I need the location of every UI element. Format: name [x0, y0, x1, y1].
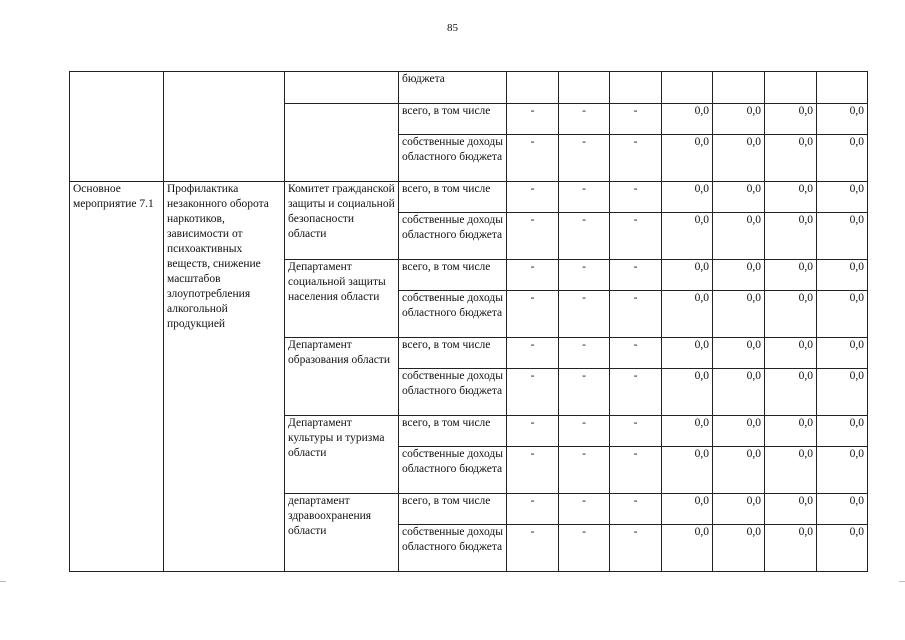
- amount-cell: 0,0: [817, 104, 868, 135]
- budget-table: [69, 71, 868, 572]
- funding-source-cell: всего, в том числе: [399, 182, 507, 213]
- amount-cell: 0,0: [765, 494, 817, 525]
- amount-cell: 0,0: [662, 494, 713, 525]
- amount-cell: -: [610, 260, 662, 291]
- amount-cell: -: [559, 525, 610, 572]
- amount-cell: [610, 72, 662, 104]
- amount-cell: 0,0: [662, 213, 713, 260]
- amount-cell: 0,0: [765, 416, 817, 447]
- amount-cell: -: [610, 213, 662, 260]
- department-cell: Департамент социальной защиты населения области: [285, 260, 399, 338]
- amount-cell: -: [610, 494, 662, 525]
- amount-cell: 0,0: [662, 525, 713, 572]
- funding-source-cell: всего, в том числе: [399, 104, 507, 135]
- amount-cell: 0,0: [662, 291, 713, 338]
- amount-cell: -: [610, 447, 662, 494]
- amount-cell: 0,0: [662, 338, 713, 369]
- amount-cell: [765, 72, 817, 104]
- amount-cell: 0,0: [662, 369, 713, 416]
- amount-cell: -: [610, 369, 662, 416]
- amount-cell: [507, 72, 559, 104]
- amount-cell: 0,0: [662, 104, 713, 135]
- amount-cell: [662, 72, 713, 104]
- amount-cell: -: [610, 338, 662, 369]
- amount-cell: 0,0: [765, 135, 817, 182]
- amount-cell: -: [559, 291, 610, 338]
- amount-cell: 0,0: [765, 369, 817, 416]
- amount-cell: -: [507, 494, 559, 525]
- page-number: 85: [447, 22, 458, 34]
- amount-cell: 0,0: [713, 260, 765, 291]
- funding-source-cell: бюджета: [399, 72, 507, 104]
- funding-source-cell: собственные доходы областного бюджета: [399, 369, 507, 416]
- amount-cell: -: [507, 104, 559, 135]
- amount-cell: 0,0: [713, 135, 765, 182]
- amount-cell: -: [559, 369, 610, 416]
- amount-cell: -: [507, 135, 559, 182]
- amount-cell: -: [559, 135, 610, 182]
- amount-cell: 0,0: [713, 182, 765, 213]
- table-row: [70, 72, 868, 104]
- amount-cell: -: [559, 494, 610, 525]
- amount-cell: -: [559, 338, 610, 369]
- amount-cell: 0,0: [713, 525, 765, 572]
- amount-cell: -: [610, 291, 662, 338]
- scan-edge-mark-right: [899, 581, 905, 582]
- amount-cell: 0,0: [662, 135, 713, 182]
- funding-source-cell: всего, в том числе: [399, 260, 507, 291]
- funding-source-cell: собственные доходы областного бюджета: [399, 213, 507, 260]
- department-cell: [285, 104, 399, 182]
- funding-source-cell: собственные доходы областного бюджета: [399, 447, 507, 494]
- department-cell: Департамент образования области: [285, 338, 399, 416]
- amount-cell: 0,0: [765, 447, 817, 494]
- amount-cell: 0,0: [662, 447, 713, 494]
- amount-cell: 0,0: [817, 494, 868, 525]
- amount-cell: -: [559, 213, 610, 260]
- amount-cell: 0,0: [713, 104, 765, 135]
- amount-cell: -: [559, 447, 610, 494]
- amount-cell: 0,0: [662, 260, 713, 291]
- funding-source-cell: собственные доходы областного бюджета: [399, 525, 507, 572]
- amount-cell: 0,0: [662, 182, 713, 213]
- activity-code-cell: Основное мероприятие 7.1: [70, 182, 164, 572]
- amount-cell: 0,0: [765, 525, 817, 572]
- amount-cell: 0,0: [662, 416, 713, 447]
- amount-cell: 0,0: [713, 494, 765, 525]
- amount-cell: -: [507, 291, 559, 338]
- amount-cell: -: [507, 369, 559, 416]
- amount-cell: 0,0: [765, 213, 817, 260]
- department-cell: департамент здравоохранения области: [285, 494, 399, 572]
- activity-code-cell: [70, 72, 164, 182]
- amount-cell: 0,0: [765, 338, 817, 369]
- amount-cell: 0,0: [817, 338, 868, 369]
- department-cell: [285, 72, 399, 104]
- funding-source-cell: собственные доходы областного бюджета: [399, 135, 507, 182]
- amount-cell: 0,0: [817, 291, 868, 338]
- amount-cell: -: [610, 182, 662, 213]
- amount-cell: 0,0: [817, 135, 868, 182]
- department-cell: Комитет гражданской защиты и социальной безопасности области: [285, 182, 399, 260]
- funding-source-cell: всего, в том числе: [399, 416, 507, 447]
- amount-cell: 0,0: [817, 447, 868, 494]
- amount-cell: 0,0: [817, 260, 868, 291]
- amount-cell: -: [559, 182, 610, 213]
- amount-cell: -: [610, 135, 662, 182]
- amount-cell: 0,0: [817, 213, 868, 260]
- amount-cell: 0,0: [713, 447, 765, 494]
- scan-edge-mark-left: [0, 581, 6, 582]
- amount-cell: 0,0: [817, 369, 868, 416]
- amount-cell: -: [610, 416, 662, 447]
- amount-cell: -: [559, 104, 610, 135]
- activity-name-cell: [164, 72, 285, 182]
- amount-cell: -: [507, 525, 559, 572]
- amount-cell: -: [559, 260, 610, 291]
- amount-cell: 0,0: [817, 182, 868, 213]
- amount-cell: 0,0: [765, 260, 817, 291]
- amount-cell: [817, 72, 868, 104]
- amount-cell: 0,0: [713, 338, 765, 369]
- amount-cell: -: [507, 182, 559, 213]
- activity-name-cell: Профилактика незаконного оборота наркотиков, зависимости от психоактивных веществ, снижение масштабов злоупотребления алкогольной продукцией: [164, 182, 285, 572]
- amount-cell: 0,0: [713, 213, 765, 260]
- amount-cell: -: [610, 104, 662, 135]
- amount-cell: -: [507, 447, 559, 494]
- amount-cell: 0,0: [713, 291, 765, 338]
- amount-cell: 0,0: [765, 291, 817, 338]
- table-row: [70, 182, 868, 213]
- amount-cell: 0,0: [765, 104, 817, 135]
- amount-cell: [559, 72, 610, 104]
- amount-cell: 0,0: [713, 416, 765, 447]
- table-body: [70, 72, 868, 572]
- department-cell: Департамент культуры и туризма области: [285, 416, 399, 494]
- funding-source-cell: всего, в том числе: [399, 338, 507, 369]
- funding-source-cell: собственные доходы областного бюджета: [399, 291, 507, 338]
- amount-cell: -: [507, 213, 559, 260]
- amount-cell: 0,0: [765, 182, 817, 213]
- amount-cell: 0,0: [817, 525, 868, 572]
- amount-cell: -: [559, 416, 610, 447]
- amount-cell: -: [507, 260, 559, 291]
- amount-cell: 0,0: [713, 369, 765, 416]
- amount-cell: -: [507, 338, 559, 369]
- amount-cell: [713, 72, 765, 104]
- amount-cell: -: [507, 416, 559, 447]
- amount-cell: 0,0: [817, 416, 868, 447]
- funding-source-cell: всего, в том числе: [399, 494, 507, 525]
- amount-cell: -: [610, 525, 662, 572]
